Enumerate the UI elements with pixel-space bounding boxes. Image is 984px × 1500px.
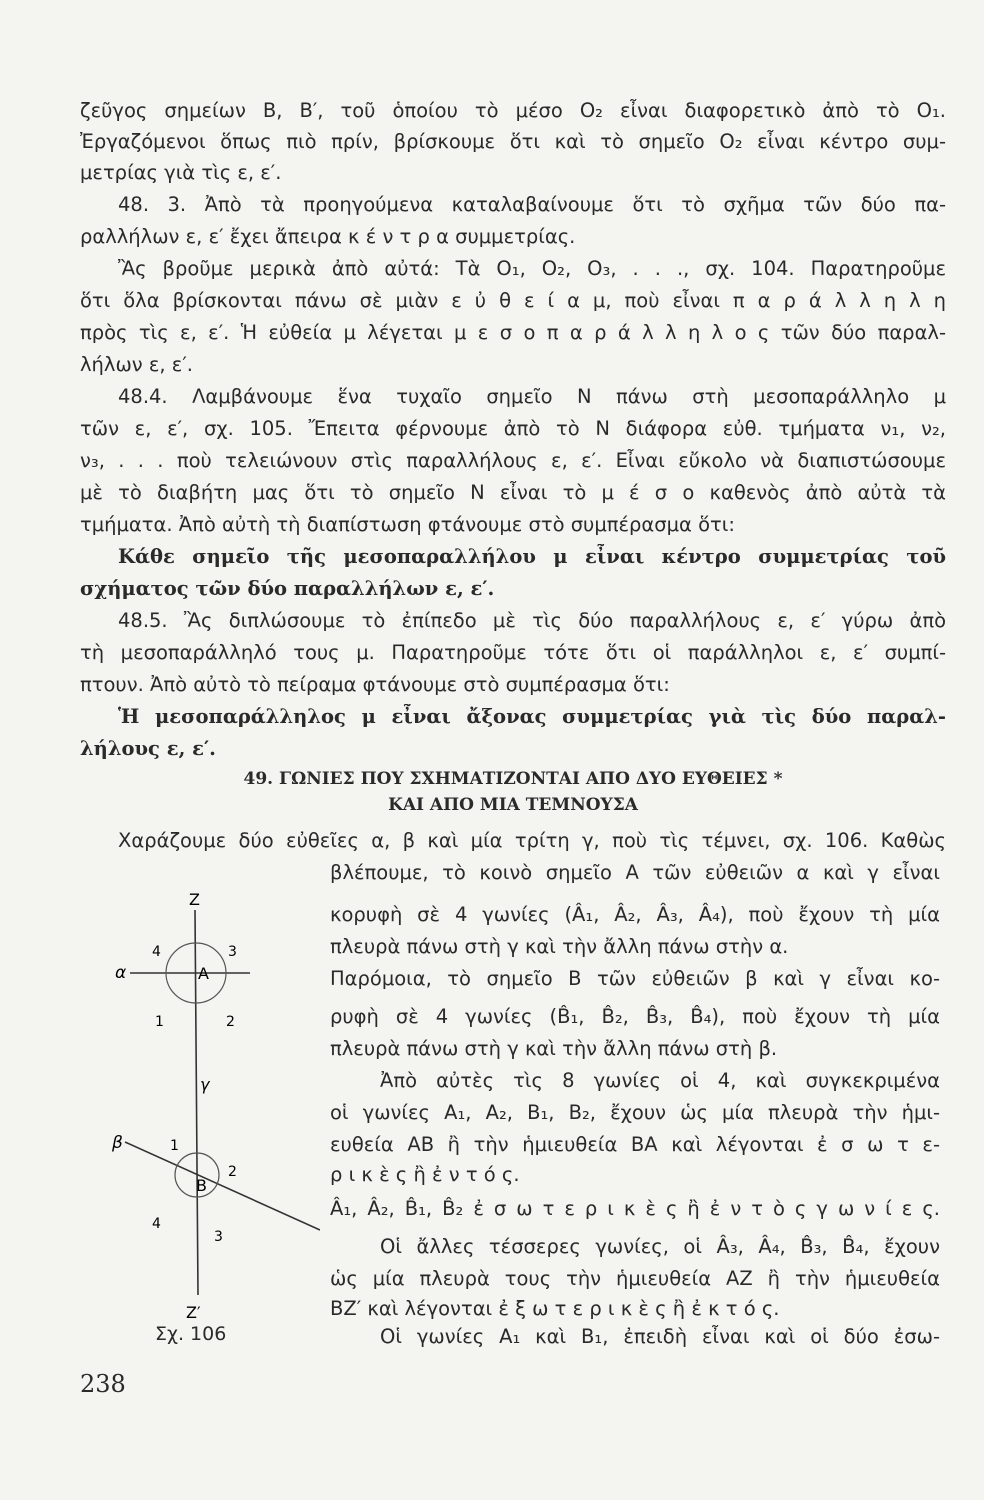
angle-label-A1: 1 [155, 1014, 164, 1030]
text-line: πρὸς τὶς ε, ε′. Ἡ εὐθεία μ λέγεται μ ε σ ο π α ρ ά λ λ η λ ο ς τῶν δύο παραλ- [80, 321, 946, 344]
text-line: Οἱ γωνίες A₁ καὶ B₁, ἐπειδὴ εἶναι καὶ οἱ δύο ἐσω- [380, 1325, 940, 1348]
label-Z: Z [189, 890, 200, 909]
figure-106 [100, 880, 320, 1320]
text-line: μετρίας γιὰ τὶς ε, ε′. [80, 161, 282, 184]
text-line: πλευρὰ πάνω στὴ γ καὶ τὴν ἄλλη πάνω στὴ β. [330, 1037, 778, 1060]
text-line: ὅτι ὅλα βρίσκονται πάνω σὲ μιὰν ε ὐ θ ε ί α μ, ποὺ εἶναι π α ρ ά λ λ η λ η [80, 289, 946, 312]
bold-statement: Ἡ μεσοπαράλληλος μ εἶναι ἄξονας συμμετρίας γιὰ τὶς δύο παραλ- [118, 705, 946, 728]
label-beta: β [112, 1133, 123, 1153]
section-heading: 49. ΓΩΝΙΕΣ ΠΟΥ ΣΧΗΜΑΤΙΖΟΝΤΑΙ ΑΠΟ ΔΥΟ ΕΥΘΕΙΕΣ * [243, 769, 783, 789]
angle-label-A2: 2 [226, 1014, 235, 1030]
label-B: B [196, 1176, 207, 1195]
text-line: ραλλήλων ε, ε′ ἔχει ἄπειρα κ έ ν τ ρ α συμμετρίας. [80, 225, 576, 248]
angle-label-B2: 2 [228, 1164, 237, 1180]
section-heading: ΚΑΙ ΑΠΟ ΜΙΑ ΤΕΜΝΟΥΣΑ [388, 795, 638, 815]
angle-label-B4: 4 [152, 1216, 161, 1232]
page-number: 238 [80, 1370, 126, 1398]
text-line: τῶν ε, ε′, σχ. 105. Ἔπειτα φέρνουμε ἀπὸ τὸ Ν διάφορα εὐθ. τμήματα ν₁, ν₂, [80, 417, 946, 440]
text-line: ευθεία ΑΒ ἢ τὴν ἡμιευθεία ΒΑ καὶ λέγονται ἐ σ ω τ ε- [330, 1133, 940, 1156]
angle-label-A3: 3 [228, 944, 237, 960]
text-line: ζεῦγος σημείων Β, Β′, τοῦ ὁποίου τὸ μέσο O₂ εἶναι διαφορετικὸ ἀπὸ τὸ O₁. [80, 99, 946, 122]
bold-statement: Κάθε σημεῖο τῆς μεσοπαραλλήλου μ εἶναι κέντρο συμμετρίας τοῦ [118, 545, 946, 568]
text-line: Παρόμοια, τὸ σημεῖο Β τῶν εὐθειῶν β καὶ γ εἶναι κο- [330, 967, 940, 990]
label-gamma: γ [200, 1075, 210, 1094]
text-line: λήλων ε, ε′. [80, 353, 193, 376]
angle-label-B1: 1 [170, 1138, 179, 1154]
text-line: Ἐργαζόμενοι ὅπως πιὸ πρίν, βρίσκουμε ὅτι καὶ τὸ σημεῖο O₂ εἶναι κέντρο συμ- [80, 130, 946, 153]
text-line: πτουν. Ἀπὸ αὐτὸ τὸ πείραμα φτάνουμε στὸ συμπέρασμα ὅτι: [80, 673, 670, 696]
text-line: μὲ τὸ διαβήτη μας ὅτι τὸ σημεῖο Ν εἶναι τὸ μ έ σ ο καθενὸς ἀπὸ αὐτὰ τὰ [80, 481, 946, 504]
text-line: Οἱ ἄλλες τέσσερες γωνίες, οἱ Â₃, Â₄, B̂₃, B̂₄, ἔχουν [380, 1235, 940, 1258]
text-line: Χαράζουμε δύο εὐθεῖες α, β καὶ μία τρίτη γ, ποὺ τὶς τέμνει, σχ. 106. Καθὼς [118, 829, 946, 852]
figure-caption: Σχ. 106 [155, 1323, 227, 1345]
text-line: τμήματα. Ἀπὸ αὐτὴ τὴ διαπίστωση φτάνουμε στὸ συμπέρασμα ὅτι: [80, 513, 735, 536]
angle-label-A4: 4 [152, 944, 161, 960]
text-line: κορυφὴ σὲ 4 γωνίες (Â₁, Â₂, Â₃, Â₄), ποὺ ἔχουν τὴ μία [330, 903, 940, 926]
text-line: ν₃, . . . ποὺ τελειώνουν στὶς παραλλήλους ε, ε′. Εἶναι εὔκολο νὰ διαπιστώσουμε [80, 449, 946, 472]
text-line: 48. 3. Ἀπὸ τὰ προηγούμενα καταλαβαίνουμε ὅτι τὸ σχῆμα τῶν δύο πα- [118, 193, 946, 216]
text-line: ρ ι κ ὲ ς ἢ ἐ ν τ ό ς. [330, 1163, 520, 1186]
text-line: ὡς μία πλευρὰ τους τὴν ἡμιευθεία ΑΖ ἢ τὴν ἡμιευθεία [330, 1267, 940, 1290]
text-line: Ἀπὸ αὐτὲς τὶς 8 γωνίες οἱ 4, καὶ συγκεκριμένα [380, 1069, 940, 1092]
text-line: ρυφὴ σὲ 4 γωνίες (B̂₁, B̂₂, B̂₃, B̂₄), ποὺ ἔχουν τὴ μία [330, 1005, 940, 1028]
text-line: βλέπουμε, τὸ κοινὸ σημεῖο Α τῶν εὐθειῶν α καὶ γ εἶναι [330, 861, 940, 884]
text-line: 48.4. Λαμβάνουμε ἕνα τυχαῖο σημεῖο Ν πάνω στὴ μεσοπαράλληλο μ [118, 385, 946, 408]
bold-statement: σχήματος τῶν δύο παραλλήλων ε, ε′. [80, 577, 495, 600]
angle-label-B3: 3 [214, 1229, 223, 1245]
label-Z-prime: Z′ [186, 1303, 201, 1320]
text-line: τὴ μεσοπαράλληλό τους μ. Παρατηροῦμε τότε ὅτι οἱ παράλληλοι ε, ε′ συμπί- [80, 641, 946, 664]
text-line: 48.5. Ἂς διπλώσουμε τὸ ἐπίπεδο μὲ τὶς δύο παραλλήλους ε, ε′ γύρω ἀπὸ [118, 609, 946, 632]
text-line: πλευρὰ πάνω στὴ γ καὶ τὴν ἄλλη πάνω στὴν α. [330, 935, 789, 958]
label-alpha: α [115, 963, 127, 983]
text-line: ΒΖ′ καὶ λέγονται ἐ ξ ω τ ε ρ ι κ ὲ ς ἢ ἐ κ τ ό ς. [330, 1297, 780, 1320]
label-A: A [198, 964, 209, 983]
text-line: Ἂς βροῦμε μερικὰ ἀπὸ αὐτά: Τὰ O₁, O₂, O₃, . . ., σχ. 104. Παρατηροῦμε [118, 257, 946, 280]
text-line: Â₁, Â₂, B̂₁, B̂₂ ἐ σ ω τ ε ρ ι κ ὲ ς ἢ ἐ ν τ ὸ ς γ ω ν ί ε ς. [330, 1197, 940, 1220]
text-line: οἱ γωνίες A₁, A₂, B₁, B₂, ἔχουν ὡς μία πλευρὰ τὴν ἡμι- [330, 1101, 940, 1124]
bold-statement: λήλους ε, ε′. [80, 737, 216, 760]
